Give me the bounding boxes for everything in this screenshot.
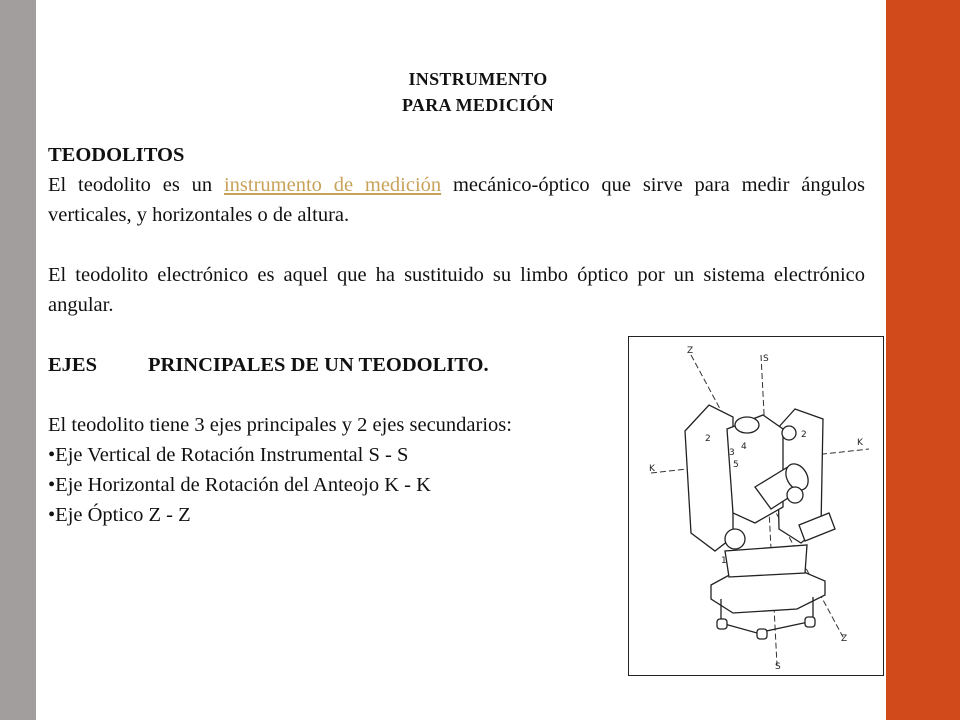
label-k-left: K <box>649 464 655 474</box>
label-s-top: S <box>763 354 769 364</box>
instrument-link[interactable]: instrumento de medición <box>223 174 442 196</box>
leveling-screw <box>805 617 815 627</box>
section-heading-teodolitos: TEODOLITOS <box>48 144 185 166</box>
left-standard <box>685 405 733 551</box>
label-part-2: 2 <box>705 434 711 444</box>
bullet-item: •Eje Vertical de Rotación Instrumental S - S <box>48 444 409 466</box>
label-z-bottom: Z <box>841 634 848 644</box>
label-part-2: 2 <box>801 430 807 440</box>
axes-heading-rest: PRINCIPALES DE UN TEODOLITO. <box>148 354 489 376</box>
alidade <box>725 545 807 577</box>
paragraph-definition-end: mecánico-óptico que sirve para medir ángulos verticales, y horizontales o de altura. <box>48 174 865 226</box>
bullet-item: •Eje Horizontal de Rotación del Anteojo K - K <box>48 474 431 496</box>
objective-lens <box>735 417 759 433</box>
leveling-screw <box>717 619 727 629</box>
paragraph-definition-start: El teodolito es un <box>48 174 224 196</box>
clamp-knob <box>725 529 745 549</box>
bullet-item: •Eje Óptico Z - Z <box>48 504 191 526</box>
paragraph-definition <box>48 170 865 230</box>
label-part-3: 3 <box>729 448 735 458</box>
label-s-bottom: S <box>775 662 781 672</box>
focus-knob <box>787 487 803 503</box>
title-line-2: PARA MEDICIÓN <box>401 95 555 115</box>
label-z-top: Z <box>687 346 694 356</box>
label-part-1: 1 <box>721 556 727 566</box>
label-part-5: 5 <box>733 460 739 470</box>
leveling-screw <box>757 629 767 639</box>
left-decorative-bar <box>0 0 36 720</box>
base-plate <box>711 569 825 613</box>
theodolite-diagram <box>628 336 884 676</box>
slide-title <box>300 66 656 118</box>
axes-heading-word: EJES <box>48 354 97 376</box>
label-part-4: 4 <box>741 442 747 452</box>
axes-intro: El teodolito tiene 3 ejes principales y 2 ejes secundarios: <box>48 414 512 436</box>
paragraph-electronic: El teodolito electrónico es aquel que ha sustituido su limbo óptico por un sistema electrónico angular. <box>48 264 865 316</box>
right-accent-bar <box>886 0 960 720</box>
theodolite-drawing <box>629 337 883 675</box>
label-k-right: K <box>857 438 863 448</box>
title-line-1: INSTRUMENTO <box>408 69 548 89</box>
